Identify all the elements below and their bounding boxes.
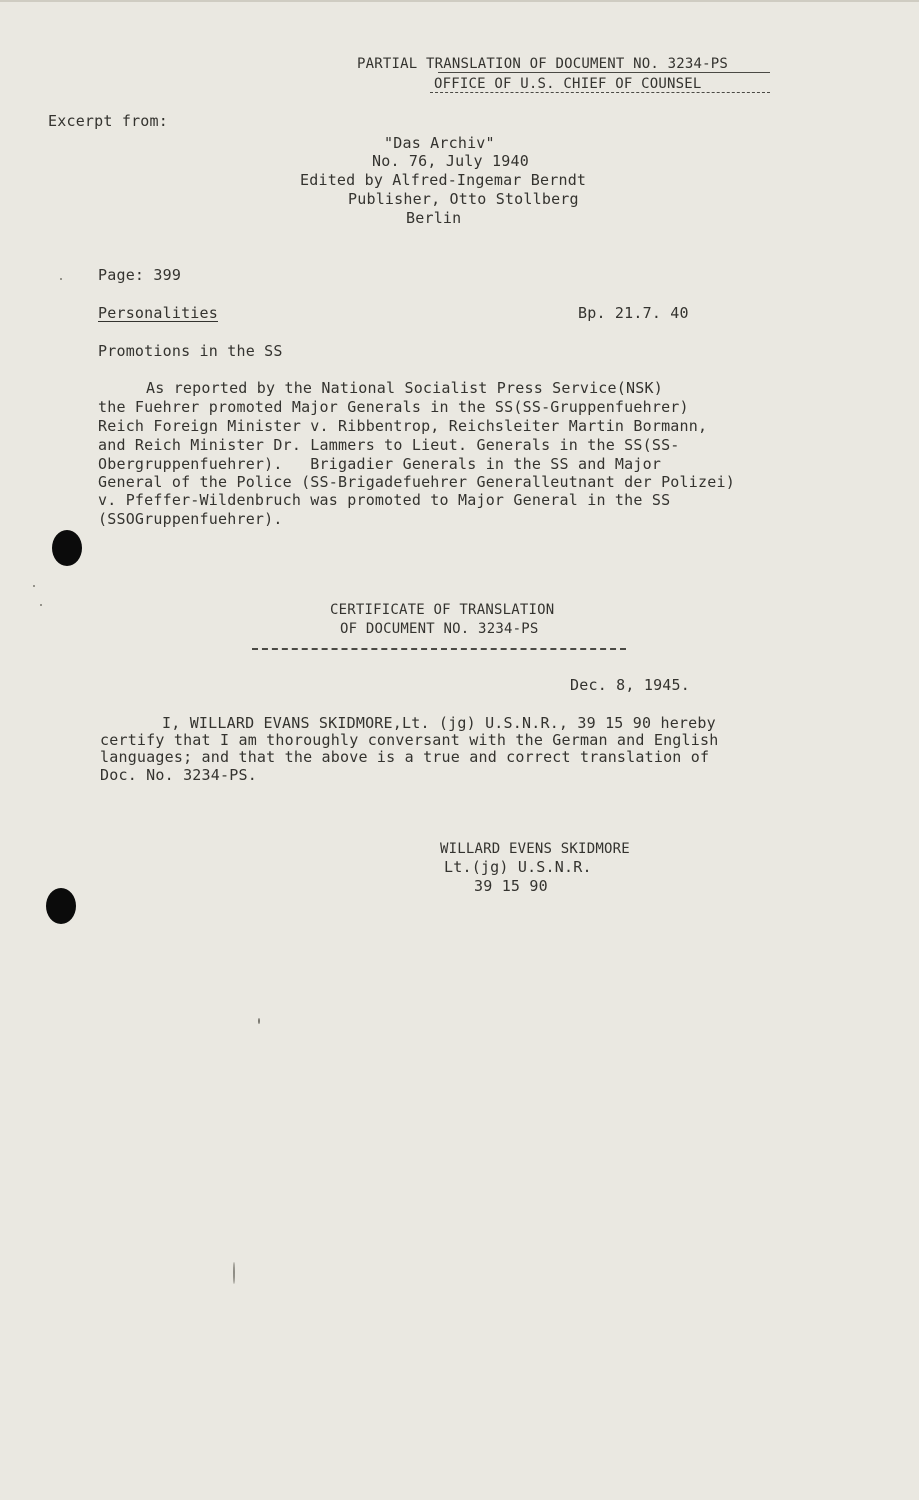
signature-name: WILLARD EVENS SKIDMORE bbox=[440, 841, 630, 857]
punch-hole bbox=[52, 530, 82, 566]
header-rule-1 bbox=[438, 72, 770, 73]
paper-top-edge bbox=[0, 0, 919, 2]
header-rule-2 bbox=[430, 92, 770, 93]
certificate-text-line: languages; and that the above is a true and correct translation of bbox=[100, 748, 710, 766]
body-line: v. Pfeffer-Wildenbruch was promoted to Major General in the SS bbox=[98, 491, 671, 509]
source-city: Berlin bbox=[406, 209, 462, 227]
certificate-text-line: Doc. No. 3234-PS. bbox=[100, 766, 257, 784]
source-editor: Edited by Alfred-Ingemar Berndt bbox=[300, 171, 587, 189]
header-line-2: OFFICE OF U.S. CHIEF OF COUNSEL bbox=[434, 76, 702, 92]
section-heading: Personalities bbox=[98, 304, 218, 322]
paper-speck bbox=[60, 278, 62, 280]
paper-speck bbox=[33, 585, 35, 587]
certificate-subtitle: OF DOCUMENT NO. 3234-PS bbox=[340, 621, 539, 637]
date-reference: Bp. 21.7. 40 bbox=[578, 304, 689, 322]
body-line: As reported by the National Socialist Press Service(NSK) bbox=[146, 379, 663, 397]
body-line: Reich Foreign Minister v. Ribbentrop, Reichsleiter Martin Bormann, bbox=[98, 417, 708, 435]
punch-hole bbox=[46, 888, 76, 924]
source-publisher: Publisher, Otto Stollberg bbox=[348, 190, 579, 208]
body-line: and Reich Minister Dr. Lammers to Lieut. Generals in the SS(SS- bbox=[98, 436, 680, 454]
excerpt-label: Excerpt from: bbox=[48, 112, 168, 130]
certificate-text-line: certify that I am thoroughly conversant with the German and English bbox=[100, 731, 719, 749]
certificate-title: CERTIFICATE OF TRANSLATION bbox=[330, 602, 555, 618]
paper-speck bbox=[40, 604, 42, 606]
certificate-rule bbox=[252, 648, 626, 650]
body-line: General of the Police (SS-Brigadefuehrer Generalleutnant der Polizei) bbox=[98, 473, 735, 491]
body-line: (SSOGruppenfuehrer). bbox=[98, 510, 283, 528]
header-line-1: PARTIAL TRANSLATION OF DOCUMENT NO. 3234-PS bbox=[357, 56, 729, 72]
body-line: the Fuehrer promoted Major Generals in the SS(SS-Gruppenfuehrer) bbox=[98, 398, 689, 416]
certificate-date: Dec. 8, 1945. bbox=[570, 676, 690, 694]
page-reference: Page: 399 bbox=[98, 266, 182, 284]
certificate-text-line: I, WILLARD EVANS SKIDMORE,Lt. (jg) U.S.N.R., 39 15 90 hereby bbox=[162, 714, 716, 732]
signature-number: 39 15 90 bbox=[474, 877, 548, 895]
paper-speck bbox=[258, 1018, 260, 1024]
source-title: "Das Archiv" bbox=[384, 134, 495, 152]
paper-speck bbox=[233, 1262, 235, 1284]
subheading: Promotions in the SS bbox=[98, 342, 283, 360]
body-line: Obergruppenfuehrer). Brigadier Generals in the SS and Major bbox=[98, 455, 662, 473]
source-issue: No. 76, July 1940 bbox=[372, 152, 529, 170]
signature-rank: Lt.(jg) U.S.N.R. bbox=[444, 858, 592, 876]
